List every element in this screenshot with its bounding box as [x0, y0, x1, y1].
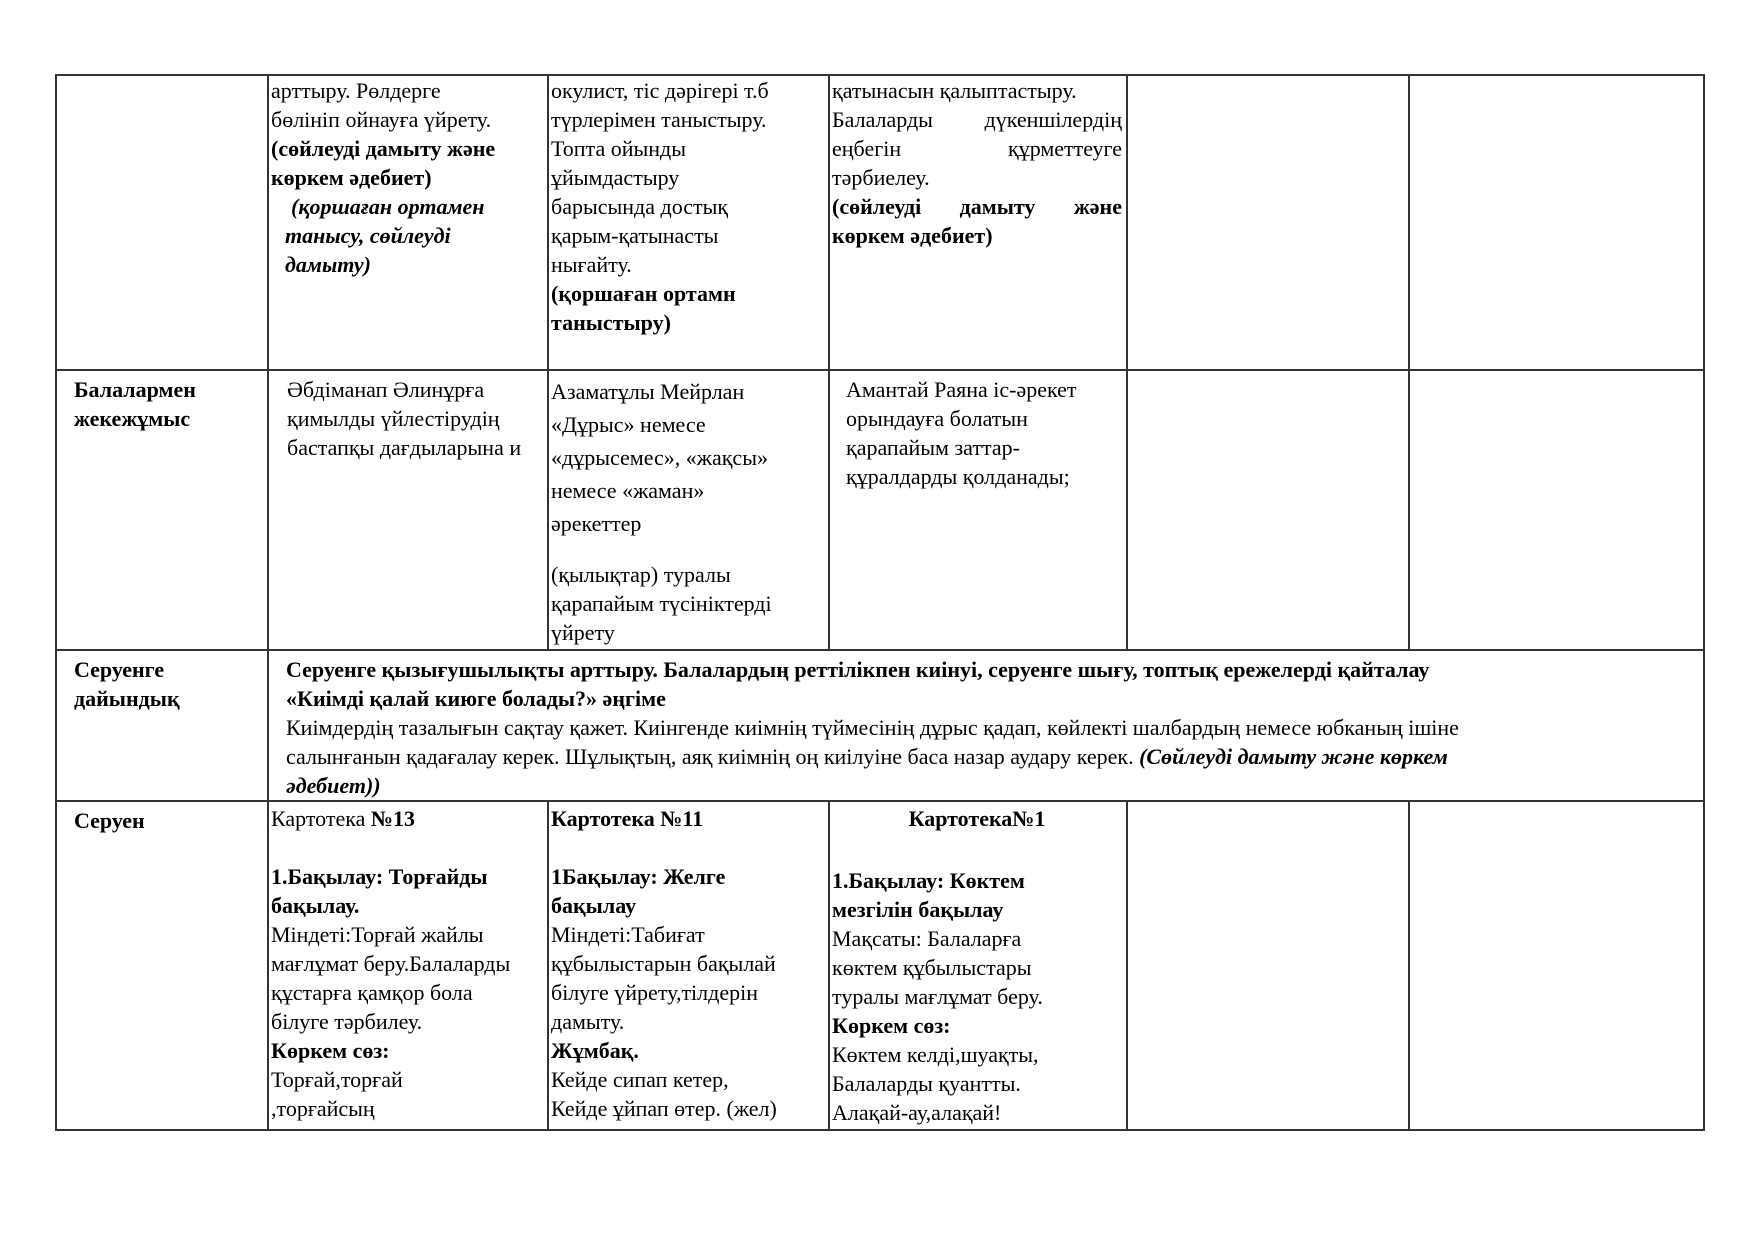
- row2-col3-cell: Амантай Раяна іс-әрекет орындауға болатын қарапайым заттар- құралдарды қолданады;: [829, 370, 1127, 650]
- row-label-walk-preparation: Серуенге дайындық: [56, 650, 268, 801]
- row-label-empty: [56, 75, 268, 370]
- empty-cell: [1127, 75, 1409, 370]
- table-row: [56, 370, 1704, 650]
- table-row: [56, 650, 1704, 801]
- row-label-individual-work: Балалармен жекежұмыс: [56, 370, 268, 650]
- plan-table: [55, 74, 1705, 1131]
- row2-col1-cell: Әбдіманап Әлинұрға қимылды үйлестірудің бастапқы дағдыларына и: [268, 370, 548, 650]
- empty-cell: [1127, 801, 1409, 1130]
- table-row: [56, 75, 1704, 370]
- row4-col2-cell: Картотека №11 1Бақылау: Желге бақылау Міндеті:Табиғат құбылыстарын бақылай білуге үйрету,тілдерін дамыту. Жұмбақ. Кейде сипап кетер, Кейде ұйпап өтер. (жел): [548, 801, 829, 1130]
- row2-col2-cell: Азаматұлы Мейрлан «Дұрыс» немесе «дұрысемес», «жақсы» немесе «жаман» әрекеттер (қылықтар) туралы қарапайым түсініктерді үйрету: [548, 370, 829, 650]
- empty-cell: [1127, 370, 1409, 650]
- row-label-walk: Серуен: [56, 801, 268, 1130]
- row4-col1-cell: Картотека №13 1.Бақылау: Торғайды бақылау. Міндеті:Торғай жайлы мағлұмат беру.Балаларды құстарға қамқор бола білуге тәрбилеу. Көркем сөз: Торғай,торғай ,торғайсың: [268, 801, 548, 1130]
- row1-col3-cell: қатынасын қалыптастыру. Балаларды дүкеншілердің еңбегін құрметтеуге тәрбиелеу. (сөйлеуді дамыту және көркем әдебиет): [829, 75, 1127, 370]
- row1-col2-cell: окулист, тіс дәрігері т.б түрлерімен таныстыру. Топта ойынды ұйымдастыру барысында достық қарым-қатынасты нығайту. (қоршаған ортамн таныстыру): [548, 75, 829, 370]
- empty-cell: [1409, 801, 1704, 1130]
- empty-cell: [1409, 75, 1704, 370]
- walk-preparation-cell: Серуенге қызығушылықты арттыру. Балалардың реттілікпен киінуі, серуенге шығу, топтық ережелерді қайталау «Киімді қалай киюге болады?» әңгіме Киімдердің тазалығын сақтау қажет. Киінгенде киімнің түймесінің дұрыс қадап, көйлекті шалбардың немесе юбканың ішіне салынғанын қадағалау керек. Шұлықтың, аяқ киімнің оң киілуіне баса назар аудару керек. (Сөйлеуді дамыту және көркем әдебиет)): [268, 650, 1704, 801]
- empty-cell: [1409, 370, 1704, 650]
- row1-col1-cell: арттыру. Рөлдерге бөлініп ойнауға үйрету. (сөйлеуді дамыту және көркем әдебиет) (қоршаған ортамен танысу, сөйлеуді дамыту): [268, 75, 548, 370]
- table-row: [56, 801, 1704, 1130]
- row4-col3-cell: Картотека№1 1.Бақылау: Көктем мезгілін бақылау Мақсаты: Балаларға көктем құбылыстары туралы мағлұмат беру. Көркем сөз: Көктем келді,шуақты, Балаларды қуантты. Алақай-ау,алақай!: [829, 801, 1127, 1130]
